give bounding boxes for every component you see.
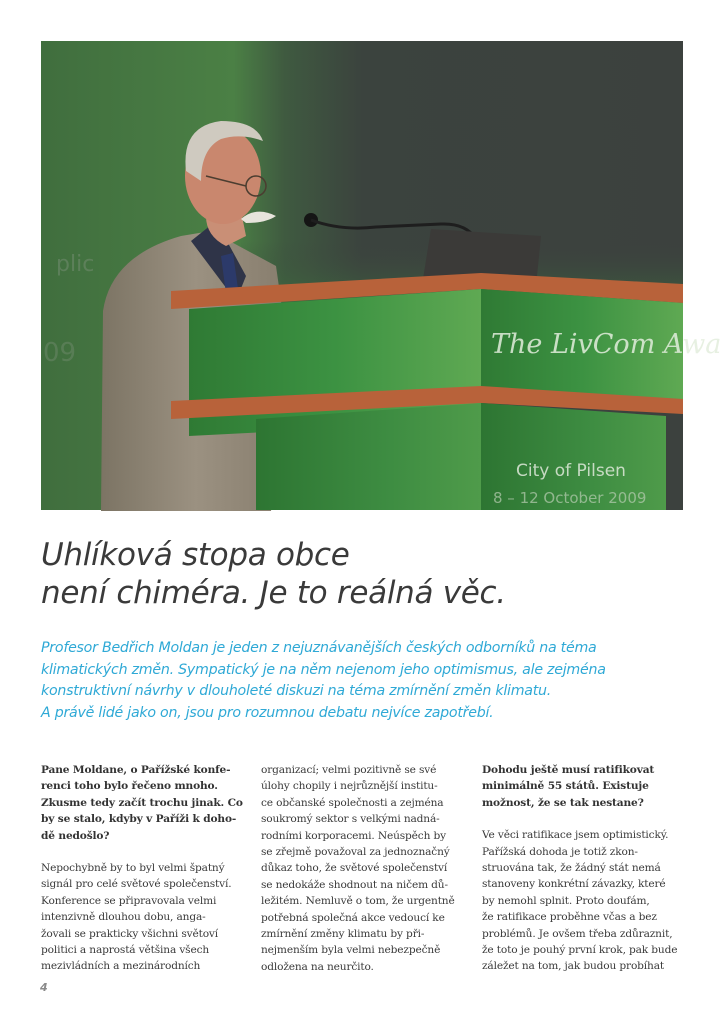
interview-answer: organizací; velmi pozitivně se své úlohy chopily i nejrůznější institu- ce občanské společnosti a zejména soukromý sektor s velkými nadná- rodními korporacemi. Neúspěch by se zřejmě považoval za jednoznačný důkaz toho, že světové společenství se nedokáže shodnout na ničem dů- ležitém. Nemluvě o tom, že urgentně potřebná společná akce vedoucí ke zmírnění změny klimatu by při- nejmenším byla velmi nebezpečně odložena na neurčito. — [261, 764, 455, 973]
svg-text:09: 09 — [43, 338, 77, 368]
lectern-dates-text: 8 – 12 October 2009 — [493, 489, 647, 507]
interview-answer: Nepochybně by to byl velmi špatný signál pro celé světové společenství. Konference se připravovala velmi intenzivně dlouhou dobu, anga- žovali se prakticky všichni světoví politici a naprostá většina všech mezivládních a mezinárodních — [41, 862, 232, 973]
article-photo — [41, 41, 722, 510]
interview-question: Dohodu ještě musí ratifikovat minimálně 55 států. Existuje možnost, že se tak nestane? — [482, 764, 655, 809]
interview-answer: Ve věci ratifikace jsem optimistický. Pařížská dohoda je totiž zkon- struována tak, že žádný stát nemá stanoveny konkrétní závazky, které by nemohl splnit. Proto doufám, že ratifikace proběhne včas a bez problémů. Je ovšem třeba zdůraznit, že toto je pouhý první krok, pak bude záležet na tom, jak budou probíhat — [482, 829, 678, 973]
interview-question: Pane Moldane, o Pařížské konfe- renci toho bylo řečeno mnoho. Zkusme tedy začít trochu jinak. Co by se stalo, kdyby v Paříži k doho- dě nedošlo? — [41, 764, 243, 842]
lectern-city-text: City of Pilsen — [516, 461, 626, 481]
article-column-2 — [261, 762, 461, 975]
article-lead — [41, 638, 681, 724]
page-number: 4 — [40, 981, 48, 994]
lead-line: klimatických změn. Sympatický je na něm nejenom jeho optimismus, ale zejména — [41, 661, 606, 678]
article-column-3 — [482, 762, 682, 975]
headline-line: Uhlíková stopa obce — [41, 537, 350, 573]
lead-line: konstruktivní návrhy v dlouholeté diskuzi na téma zmírnění změn klimatu. — [41, 683, 552, 699]
lead-line: Profesor Bedřich Moldan je jeden z nejuznávanějších českých odborníků na téma — [41, 640, 597, 656]
headline-line: není chiméra. Je to reálná věc. — [41, 575, 506, 611]
svg-text:plic: plic — [56, 252, 95, 277]
article-column-1 — [41, 762, 241, 975]
article-headline — [41, 536, 681, 612]
lectern-logo-text: The LivCom Awa — [491, 329, 722, 360]
lead-line: A právě lidé jako on, jsou pro rozumnou debatu nejvíce zapotřebí. — [41, 704, 494, 721]
speaker-at-lectern-illustration — [41, 41, 722, 510]
